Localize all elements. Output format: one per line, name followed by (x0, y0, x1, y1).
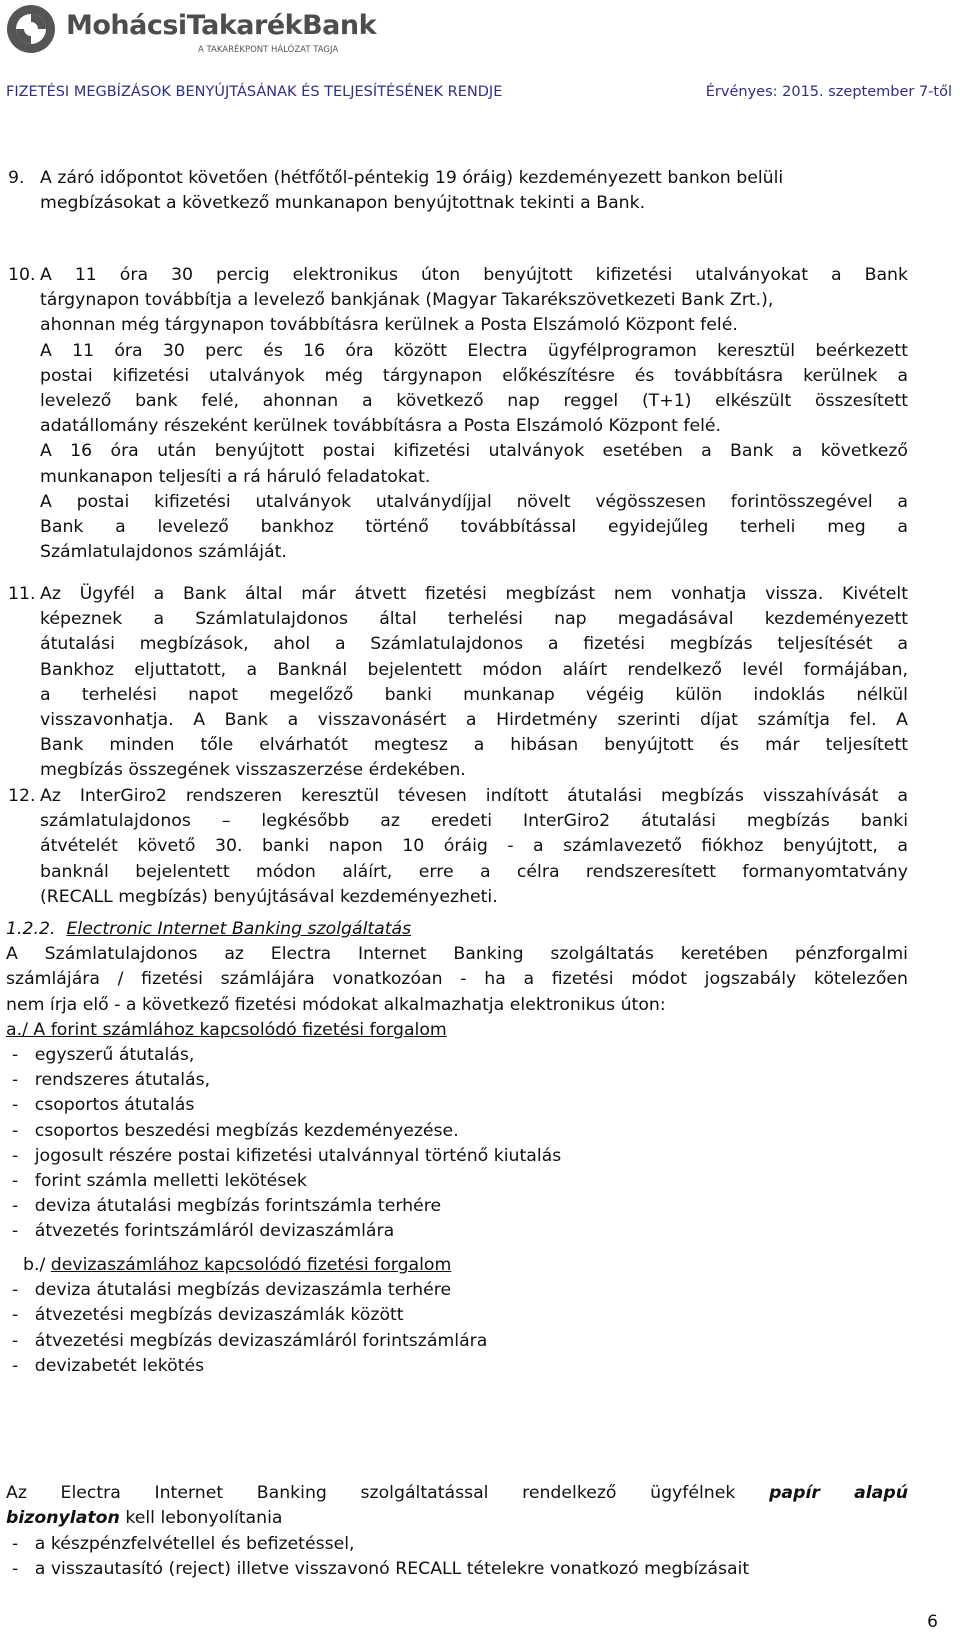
text-line: (RECALL megbízás) benyújtásával kezdeményezheti. (40, 886, 498, 907)
list-item (12, 1144, 902, 1169)
list-item-text: jogosult részére postai kifizetési utalvánnyal történő kiutalás (34, 1145, 562, 1166)
bank-logo-icon (6, 4, 56, 54)
section-heading-line (6, 917, 908, 942)
list-dash: - (12, 1145, 19, 1166)
list-dash: - (12, 1196, 19, 1217)
list-dash: - (12, 1330, 19, 1351)
list-dash: - (12, 1221, 19, 1242)
bank-logo (6, 4, 377, 58)
text-line: a terhelési napot megelőző banki munkanap végéig külön indoklás nélkül (40, 684, 908, 705)
list-dash: - (12, 1120, 19, 1141)
text-line: A Számlatulajdonos az Electra Internet Banking szolgáltatás keretében pénzforgalmi (6, 944, 908, 965)
list-item-text: átvezetési megbízás devizaszámlák között (34, 1305, 404, 1326)
list-dash: - (12, 1170, 19, 1191)
text-line: visszavonhatja. A Bank a visszavonásért a Hirdetmény szerinti díjat számítja fel. A (40, 709, 908, 730)
text-line: megbízásokat a következő munkanapon benyújtottnak tekinti a Bank. (40, 193, 646, 214)
closing-paragraph (6, 1481, 908, 1531)
item-10-text (40, 263, 908, 565)
list-item-text: átvezetés forintszámláról devizaszámlára (34, 1221, 395, 1242)
item-number-12: 12. (8, 786, 36, 806)
list-item (12, 1219, 902, 1244)
text-line: Az InterGiro2 rendszeren keresztül tévesen indított átutalási megbízás visszahívását a (40, 786, 908, 806)
text-line: számlájára / fizetési számlájára vonatkozóan - ha a fizetési módot jogszabály kötelezően (6, 969, 908, 990)
list-item (12, 1557, 902, 1582)
list-item (12, 1532, 902, 1557)
closing-text: kell lebonyolítania (125, 1508, 283, 1529)
list-item-text: átvezetési megbízás devizaszámláról forintszámlára (34, 1330, 488, 1351)
section-heading (6, 917, 908, 1043)
list-item-text: csoportos átutalás (34, 1095, 195, 1116)
list-item-text: forint számla melletti lekötések (34, 1170, 307, 1191)
foreign-currency-list (12, 1253, 902, 1379)
item-number-10: 10. (8, 265, 36, 285)
list-dash: - (12, 1305, 19, 1326)
text-line: megbízás összegének visszaszerzése érdekében. (40, 760, 466, 781)
section-number: 1.2.2. (6, 919, 56, 939)
list-item (12, 1043, 902, 1068)
text-line: Bankhoz eljuttatott, a Banknál bejelentett módon aláírt rendelkező levél formájában, (40, 659, 908, 680)
text-line: munkanapon teljesíti a rá háruló feladatokat. (40, 466, 431, 487)
list-item-text: deviza átutalási megbízás forintszámla terhére (34, 1196, 442, 1217)
list-item (12, 1093, 902, 1118)
subsection-b-prefix: b./ (23, 1255, 46, 1275)
text-line: nem írja elő - a következő fizetési módokat alkalmazhatja elektronikus úton: (6, 994, 666, 1015)
subsection-a-label: a./ A forint számlához kapcsolódó fizetési forgalom (6, 1019, 447, 1040)
item-number-11: 11. (8, 584, 36, 604)
item-12-text (40, 784, 908, 910)
text-line: A postai kifizetési utalványok utalványdíjjal növelt végösszesen forintösszegével a (40, 491, 908, 512)
item-11-text (40, 582, 908, 784)
list-item (12, 1329, 902, 1354)
text-line: A 11 óra 30 perc és 16 óra között Electra ügyfélprogramon keresztül beérkezett (40, 340, 908, 361)
list-item (12, 1169, 902, 1194)
subsection-b-label (12, 1253, 902, 1278)
text-line: A záró időpontot követően (hétfőtől-péntekig 19 óráig) kezdeményezett bankon belüli (40, 168, 784, 188)
list-dash: - (12, 1280, 19, 1301)
text-line: átutalási megbízások, ahol a Számlatulajdonos a fizetési megbízás teljesítését a (40, 634, 908, 655)
text-line: banknál bejelentett módon aláírt, erre a célra rendszeresített formanyomtatvány (40, 861, 908, 882)
list-dash: - (12, 1355, 19, 1376)
text-line: Bank a levelező bankhoz történő továbbítással egyidejűleg terheli meg a (40, 516, 908, 537)
closing-emphasis: bizonylaton (6, 1508, 120, 1529)
validity-date: Érvényes: 2015. szeptember 7-től (705, 84, 952, 100)
list-dash: - (12, 1045, 19, 1065)
list-item (12, 1354, 902, 1379)
list-item-text: a visszautasító (reject) illetve visszavonó RECALL tételekre vonatkozó megbízásait (34, 1559, 750, 1580)
text-line: levelező bank felé, ahonnan a következő nap reggel (T+1) elkészült összesített (40, 390, 908, 411)
page-number: 6 (927, 1612, 938, 1632)
list-item-text: devizabetét lekötés (34, 1355, 205, 1376)
closing-emphasis: papír alapú (769, 1483, 908, 1503)
list-item-text: deviza átutalási megbízás devizaszámla terhére (34, 1280, 452, 1301)
closing-text: Az Electra Internet Banking szolgáltatással rendelkező ügyfélnek (6, 1483, 736, 1503)
list-item (12, 1068, 902, 1093)
text-line: Az Ügyfél a Bank által már átvett fizetési megbízást nem vonhatja vissza. Kivételt (40, 584, 908, 604)
text-line: átvételét követő 30. banki napon 10 óráig - a számlavezető fiókhoz benyújtott, a (40, 836, 908, 857)
text-line: Bank minden tőle elvárhatót megtesz a hibásan benyújtott és már teljesített (40, 735, 908, 756)
text-line: számlatulajdonos – legkésőbb az eredeti InterGiro2 átutalási megbízás banki (40, 811, 908, 832)
document-title: FIZETÉSI MEGBÍZÁSOK BENYÚJTÁSÁNAK ÉS TELJESÍTÉSÉNEK RENDJE (6, 84, 503, 100)
text-line (6, 1481, 908, 1506)
list-item (12, 1194, 902, 1219)
list-item (12, 1278, 902, 1303)
subsection-b-title: devizaszámlához kapcsolódó fizetési forgalom (50, 1255, 452, 1275)
brand-name: MohácsiTakarékBank (66, 10, 377, 41)
paper-based-list (12, 1532, 902, 1582)
list-item (12, 1303, 902, 1328)
list-dash: - (12, 1095, 19, 1116)
section-title: Electronic Internet Banking szolgáltatás (66, 919, 412, 939)
text-line: ahonnan még tárgynapon továbbításra kerülnek a Posta Elszámoló Központ felé. (40, 315, 738, 336)
item-9-text (40, 166, 908, 216)
text-line: A 16 óra után benyújtott postai kifizetési utalványok esetében a Bank a következő (40, 441, 908, 462)
forint-list (12, 1043, 902, 1245)
brand-tagline: A TAKARÉKPONT HÁLÓZAT TAGJA (198, 45, 339, 55)
list-item-text: csoportos beszedési megbízás kezdeményezése. (34, 1120, 459, 1141)
text-line: adatállomány részeként kerülnek továbbításra a Posta Elszámoló Központ felé. (40, 416, 722, 437)
text-line: képeznek a Számlatulajdonos által terhelési nap megadásával kezdeményezett (40, 609, 908, 630)
text-line: tárgynapon továbbítja a levelező bankjának (Magyar Takarékszövetkezeti Bank Zrt.), (40, 290, 774, 311)
list-item (12, 1119, 902, 1144)
list-item-text: rendszeres átutalás, (34, 1070, 211, 1091)
list-item-text: egyszerű átutalás, (34, 1045, 195, 1065)
list-item-text: a készpénzfelvétellel és befizetéssel, (34, 1534, 355, 1554)
text-line: A 11 óra 30 percig elektronikus úton benyújtott kifizetési utalványokat a Bank (40, 265, 908, 285)
text-line (6, 1506, 908, 1531)
item-number-9: 9. (8, 168, 25, 188)
list-dash: - (12, 1070, 19, 1091)
text-line: postai kifizetési utalványok még tárgynapon előkészítésre és továbbításra kerülnek a (40, 365, 908, 386)
list-dash: - (12, 1559, 19, 1580)
text-line: Számlatulajdonos számláját. (40, 542, 287, 563)
list-dash: - (12, 1534, 19, 1554)
